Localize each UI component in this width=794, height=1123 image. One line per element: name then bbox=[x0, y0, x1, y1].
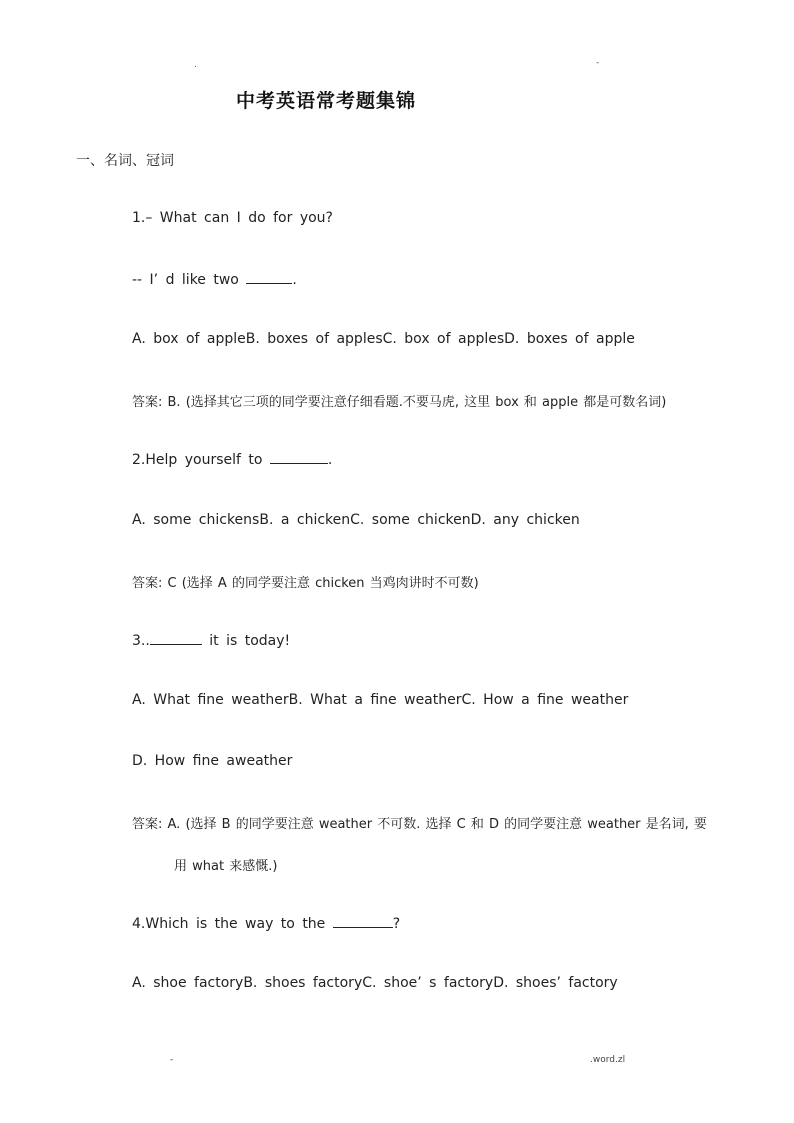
question-2-stem bbox=[132, 451, 332, 468]
question-4-stem-text: 4.Which is the way to the bbox=[132, 916, 333, 932]
question-2-answer: 答案: C (选择 A 的同学要注意 chicken 当鸡肉讲时不可数) bbox=[132, 576, 479, 591]
question-2-stem-text: 2.Help yourself to bbox=[132, 452, 270, 468]
question-1-reply bbox=[132, 271, 297, 288]
answer-blank bbox=[150, 632, 202, 645]
answer-blank bbox=[270, 451, 328, 464]
question-4-options: A. shoe factoryB. shoes factoryC. shoe’ s factoryD. shoes’ factory bbox=[132, 975, 618, 991]
question-3-answer: 答案: A. (选择 B 的同学要注意 weather 不可数. 选择 C 和 D 的同学要注意 weather 是名词, 要 bbox=[132, 817, 707, 832]
question-1-reply-text: -- I’ d like two bbox=[132, 272, 247, 288]
section-heading: 一、名词、冠词 bbox=[76, 153, 174, 169]
document-title: 中考英语常考题集锦 bbox=[236, 90, 417, 112]
header-left-mark: . bbox=[194, 60, 197, 70]
answer-blank bbox=[333, 915, 393, 928]
question-4-stem-end: ? bbox=[392, 916, 401, 932]
question-1-reply-end: . bbox=[292, 272, 297, 288]
question-3-stem-end: it is today! bbox=[201, 633, 291, 649]
question-3-stem bbox=[132, 632, 290, 649]
question-3-stem-text: 3.. bbox=[132, 633, 150, 649]
question-1-answer: 答案: B. (选择其它三项的同学要注意仔细看题.不要马虎, 这里 box 和 apple 都是可数名词) bbox=[132, 395, 667, 410]
header-right-mark: - bbox=[596, 58, 600, 68]
footer-left-mark: - bbox=[170, 1055, 174, 1065]
question-3-answer-continued: 用 what 来感慨.) bbox=[174, 859, 278, 874]
question-1-options: A. box of appleB. boxes of applesC. box of applesD. boxes of apple bbox=[132, 331, 635, 347]
question-2-stem-end: . bbox=[327, 452, 333, 468]
answer-blank bbox=[246, 271, 292, 284]
question-3-options: A. What fine weatherB. What a fine weatherC. How a fine weather bbox=[132, 692, 629, 708]
question-4-stem bbox=[132, 915, 400, 932]
question-3-options-d: D. How fine aweather bbox=[132, 753, 293, 769]
question-1-stem: 1.– What can I do for you? bbox=[132, 210, 333, 226]
question-2-options: A. some chickensB. a chickenC. some chickenD. any chicken bbox=[132, 512, 580, 528]
footer-watermark: .word.zl bbox=[590, 1055, 626, 1065]
